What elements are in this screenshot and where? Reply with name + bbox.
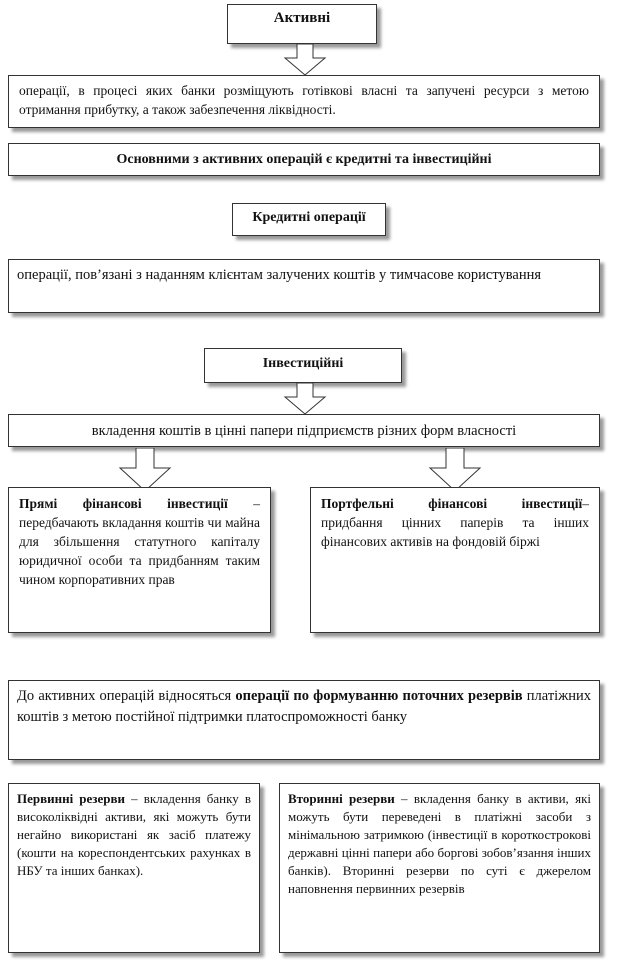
secondary-reserves-box <box>279 783 600 953</box>
portfolio-investments-box <box>310 487 600 633</box>
portfolio-investments-text: – придбання цінних паперів та інших фінансових активів на фондовій біржі <box>321 496 589 549</box>
reserves-intro-suffix: платіжних коштів з метою постійної підтримки платоспроможності банку <box>17 688 591 725</box>
credit-title: Кредитні операції <box>252 210 366 225</box>
secondary-reserves-text: – вкладення банку в активи, які можуть бути переведені в платіжні засоби з мінімальною затримкою (інвестиції в короткострокові державні цінні папери або боргові зобов’язання інших банків). Вторинні резерви по суті є джерелом наповнення первинних резервів <box>288 791 592 896</box>
investment-title: Інвестиційні <box>262 356 344 371</box>
investment-definition-box <box>8 414 600 447</box>
reserves-intro-prefix: До активних операцій відносяться <box>17 688 236 704</box>
down-arrow-icon <box>283 383 327 415</box>
down-arrow-icon <box>118 448 172 492</box>
active-title-box <box>227 4 377 44</box>
direct-investments-text: – передбачають вкладання коштів чи майна для збільшення статутного капіталу юридичної особи та придбанням таким чином корпоративних прав <box>19 496 261 587</box>
active-definition-box <box>8 75 600 128</box>
direct-investments-box <box>8 487 271 633</box>
active-definition: операції, в процесі яких банки розміщують готівкові власні та запучені ресурси з метою отримання прибутку, а також забезпечення ліквідності. <box>19 83 589 117</box>
primary-reserves-box <box>8 783 260 953</box>
active-title: Активні <box>273 10 331 26</box>
credit-definition-box <box>8 259 600 313</box>
credit-title-box <box>232 203 386 236</box>
investment-definition: вкладення коштів в цінні папери підприємств різних форм власності <box>91 423 517 439</box>
direct-investments-term: Прямі фінансові інвестиції <box>19 496 228 511</box>
credit-definition: операції, пов’язані з наданням клієнтам залучених коштів у тимчасове користування <box>17 267 542 283</box>
portfolio-investments-term: Портфельні фінансові інвестиції <box>321 496 583 511</box>
main-types-box <box>8 143 600 176</box>
investment-title-box <box>204 348 402 383</box>
reserves-intro-box <box>8 680 600 760</box>
main-types-text: Основними з активних операцій є кредитні та інвестиційні <box>116 152 492 167</box>
down-arrow-icon <box>428 448 482 492</box>
reserves-intro-term: операції по формуванню поточних резервів <box>235 688 523 704</box>
primary-reserves-term: Первинні резерви <box>17 791 126 806</box>
down-arrow-icon <box>283 44 327 76</box>
primary-reserves-text: – вкладення банку в високоліквідні активи, які можуть бути негайно використані як засіб платежу (кошти на кореспондентських рахунках в НБУ та інших банках). <box>17 791 251 878</box>
secondary-reserves-term: Вторинні резерви <box>288 791 395 806</box>
